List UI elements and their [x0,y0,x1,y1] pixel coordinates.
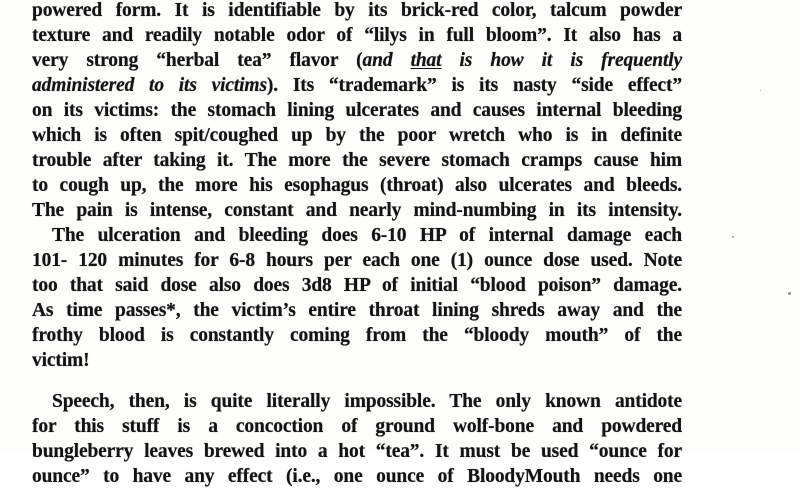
scan-speck [732,236,734,238]
text-line-3-italic-b: is how it is frequently [441,50,682,71]
scan-speck [788,292,791,295]
text-line-16: Speech, then, is quite literally impossible. The only known antidote [52,391,682,412]
text-line-9: The pain is intense, constant and nearly mind-numbing in its intensity. [32,200,682,221]
text-line-15: victim! [32,350,90,371]
text-line-2: texture and readily notable odor of “lilys in full bloom”. It also has a [32,25,682,46]
text-line-19: ounce” to have any effect (i.e., one ounce of BloodyMouth needs one [32,466,682,487]
text-line-14: frothy blood is constantly coming from the “bloody mouth” of the [32,325,682,346]
document-body [32,0,682,489]
text-line-4-plain: ). Its “trademark” is its nasty “side effect” [266,75,682,96]
text-line-11: 101- 120 minutes for 6-8 hours per each one (1) ounce dose used. Note [32,250,682,271]
text-line-4 [32,73,682,98]
text-line-3-italic-underlined: that [410,50,442,71]
scan-speck [760,90,761,91]
text-line-12: too that said dose also does 3d8 HP of initial “blood poison” damage. [32,275,682,296]
text-line-3 [32,48,682,73]
text-line-13: As time passes*, the victim’s entire throat lining shreds away and the [32,300,682,321]
text-line-3-plain: very strong “herbal tea” flavor ( [32,50,363,71]
text-line-8: to cough up, the more his esophagus (throat) also ulcerates and bleeds. [32,175,682,196]
text-line-18: bungleberry leaves brewed into a hot “tea”. It must be used “ounce for [32,441,682,462]
text-line-17: for this stuff is a concoction of ground wolf-bone and powdered [32,416,682,437]
text-line-6: which is often spit/coughed up by the poor wretch who is in definite [32,125,682,146]
text-line-3-italic-a: and [362,50,411,71]
text-line-1: powered form. It is identifiable by its brick-red color, talcum powder [32,0,682,21]
text-line-10: The ulceration and bleeding does 6-10 HP of internal damage each [52,225,682,246]
text-line-4-italic: administered to its victims [32,75,267,96]
text-line-7: trouble after taking it. The more the severe stomach cramps cause him [32,150,682,171]
text-line-5: on its victims: the stomach lining ulcerates and causes internal bleeding [32,100,682,121]
